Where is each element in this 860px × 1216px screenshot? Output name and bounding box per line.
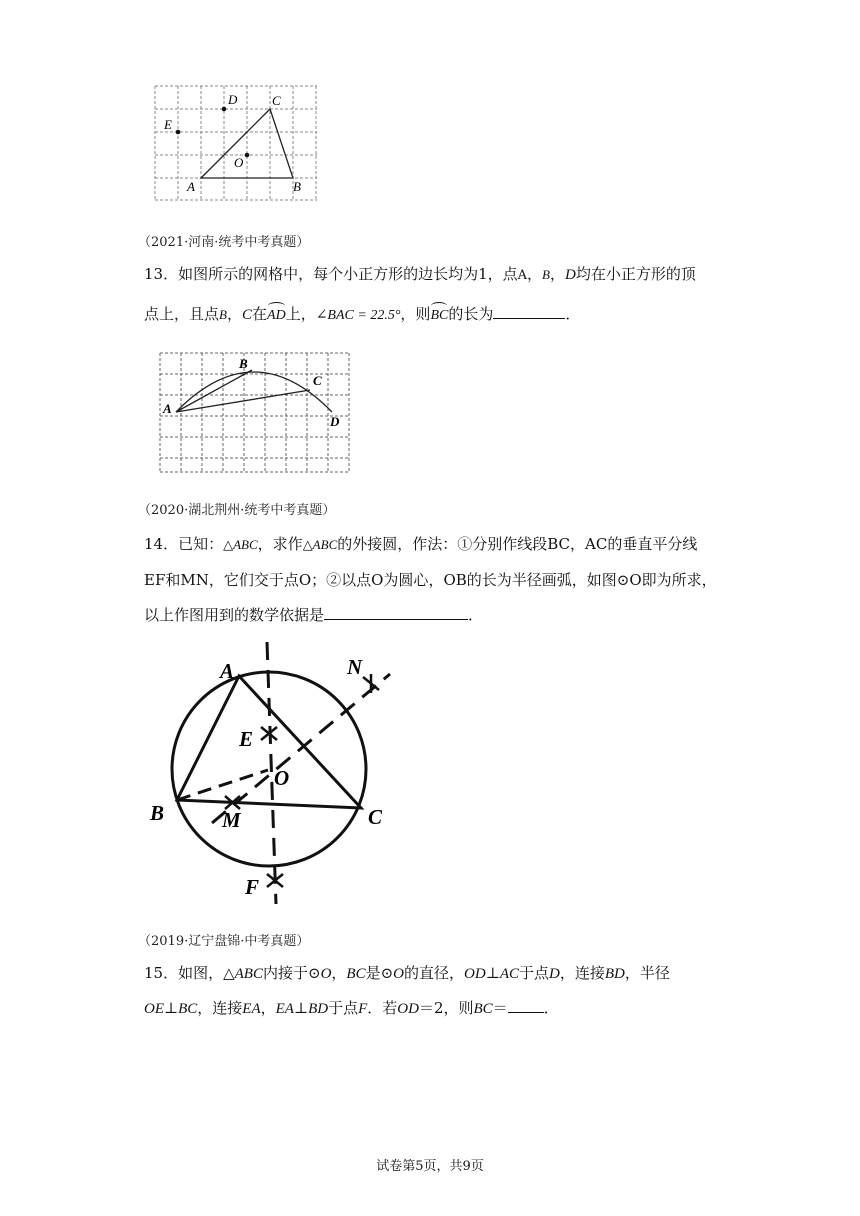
q15-text: ⊥ — [293, 999, 309, 1017]
figure-q14-circumcircle — [140, 636, 410, 912]
page-footer: 试卷第5页，共9页 — [376, 1159, 484, 1174]
q13-text: 的长为 — [448, 305, 494, 323]
q13-point-b: B — [542, 267, 550, 282]
label-e: E — [164, 117, 172, 132]
q13-sep: ， — [550, 265, 566, 283]
point-d — [222, 107, 227, 112]
q15-var: BC — [346, 966, 366, 982]
q15-var: BD — [604, 966, 625, 982]
q14-source: （2020·湖北荆州·统考中考真题） — [138, 503, 336, 518]
q13-point-d: D — [565, 267, 576, 283]
label-a: A — [163, 401, 172, 416]
q13-line-1 — [144, 264, 696, 286]
q15-triangle-abc: △ABC — [223, 966, 263, 982]
q15-line-2 — [144, 998, 559, 1019]
label-d: D — [330, 414, 340, 429]
construction-marks — [225, 674, 379, 887]
q14-text: ，求作 — [257, 535, 303, 553]
label-m: M — [222, 808, 241, 832]
q15-var: AC — [499, 966, 519, 982]
label-e: E — [239, 727, 254, 751]
q15-var: O — [393, 966, 405, 982]
q13-text: 在 — [252, 305, 268, 323]
q15-text: ， — [331, 964, 347, 982]
q15-var: EA — [242, 1001, 261, 1017]
q13-text: 点上，且点 — [144, 305, 220, 323]
q15-answer-blank[interactable] — [508, 998, 544, 1013]
q14-end: ． — [468, 606, 484, 624]
q15-text: ⊥ — [485, 964, 500, 982]
q15-text: 于点 — [328, 999, 359, 1017]
q15-text: ．若 — [367, 999, 398, 1017]
q15-text: 内接于⊙ — [262, 964, 321, 982]
q15-end: ． — [543, 999, 559, 1017]
q15-var: OD — [397, 1001, 419, 1017]
q14-triangle-abc: △ABC — [302, 537, 338, 552]
label-b: B — [293, 179, 301, 194]
q15-text: ，连接 — [197, 999, 243, 1017]
q13-sep: ， — [226, 305, 242, 323]
q13-text: 如图所示的网格中，每个小正方形的边长均为1，点 — [178, 265, 518, 283]
q15-var: BC — [473, 1001, 493, 1017]
q15-var: EA — [275, 1001, 294, 1017]
q15-text: ，连接 — [559, 964, 605, 982]
q15-var: OE — [144, 1001, 164, 1017]
label-f: F — [245, 875, 260, 899]
q15-var: F — [358, 1001, 368, 1017]
figure-q13-grid-arc — [150, 346, 356, 476]
q15-source: （2019·辽宁盘锦·中考真题） — [138, 934, 310, 949]
q14-text: 的外接圆，作法：①分别作线段BC，AC的垂直平分线 — [337, 535, 698, 553]
q13-arc-ad: AD — [267, 302, 286, 326]
q13-end: ． — [565, 305, 581, 323]
q15-text: ＝ — [492, 999, 508, 1017]
label-d: D — [228, 92, 238, 107]
q13-sep: ， — [527, 265, 543, 283]
q14-line-1 — [144, 534, 697, 555]
label-c: C — [272, 93, 281, 108]
q14-number: 14． — [144, 535, 179, 553]
q15-text: 于点 — [518, 964, 549, 982]
label-a: A — [187, 179, 195, 194]
q15-var: OD — [464, 966, 486, 982]
q15-text: 是⊙ — [365, 964, 394, 982]
label-o: O — [274, 766, 290, 790]
q14-text: 以上作图用到的数学依据是 — [144, 606, 325, 624]
q15-text: ⊥ — [164, 999, 179, 1017]
q13-text: 均在小正方形的顶 — [575, 265, 696, 283]
q15-var: BD — [308, 1001, 329, 1017]
point-e — [176, 130, 181, 135]
q13-point-c: C — [241, 307, 252, 323]
q13-text: 上， — [285, 305, 316, 323]
q15-text: 的直径， — [404, 964, 465, 982]
q13-line-2 — [144, 302, 580, 326]
q13-answer-blank[interactable] — [493, 304, 565, 319]
q15-number: 15． — [144, 964, 179, 982]
grid-lines — [160, 353, 349, 472]
label-c: C — [368, 805, 383, 829]
label-b: B — [150, 801, 165, 825]
q15-text: 如图， — [178, 964, 224, 982]
q13-number: 13． — [144, 265, 179, 283]
q15-var: D — [549, 966, 560, 982]
q15-text: ，半径 — [624, 964, 670, 982]
point-o — [245, 153, 250, 158]
arc-ad — [176, 372, 332, 412]
q13-point-b: B — [219, 307, 227, 322]
q15-var: O — [320, 966, 332, 982]
label-n: N — [347, 655, 363, 679]
q14-triangle-abc: △ABC — [223, 537, 258, 552]
q14-answer-blank[interactable] — [324, 605, 468, 620]
q13-point-a: A — [517, 268, 528, 283]
label-o: O — [234, 155, 244, 170]
q15-var: BC — [178, 1001, 198, 1017]
label-a: A — [220, 659, 235, 683]
label-b: B — [239, 356, 248, 371]
q15-line-1 — [144, 963, 670, 984]
q14-line-3 — [144, 605, 483, 625]
q14-text: 已知： — [178, 535, 224, 553]
q13-source: （2021·河南·统考中考真题） — [138, 235, 310, 250]
figure-q12-grid-triangle — [150, 82, 322, 204]
q13-text: ，则 — [400, 305, 431, 323]
q14-line-2: EF和MN，它们交于点O；②以点O为圆心，OB的长为半径画弧，如图⊙O即为所求， — [144, 571, 717, 589]
q13-angle-bac: ∠BAC = 22.5° — [315, 308, 401, 323]
q13-arc-bc: BC — [430, 302, 448, 326]
q15-text: ， — [260, 999, 276, 1017]
q15-text: ＝2，则 — [418, 999, 474, 1017]
label-c: C — [313, 373, 322, 388]
